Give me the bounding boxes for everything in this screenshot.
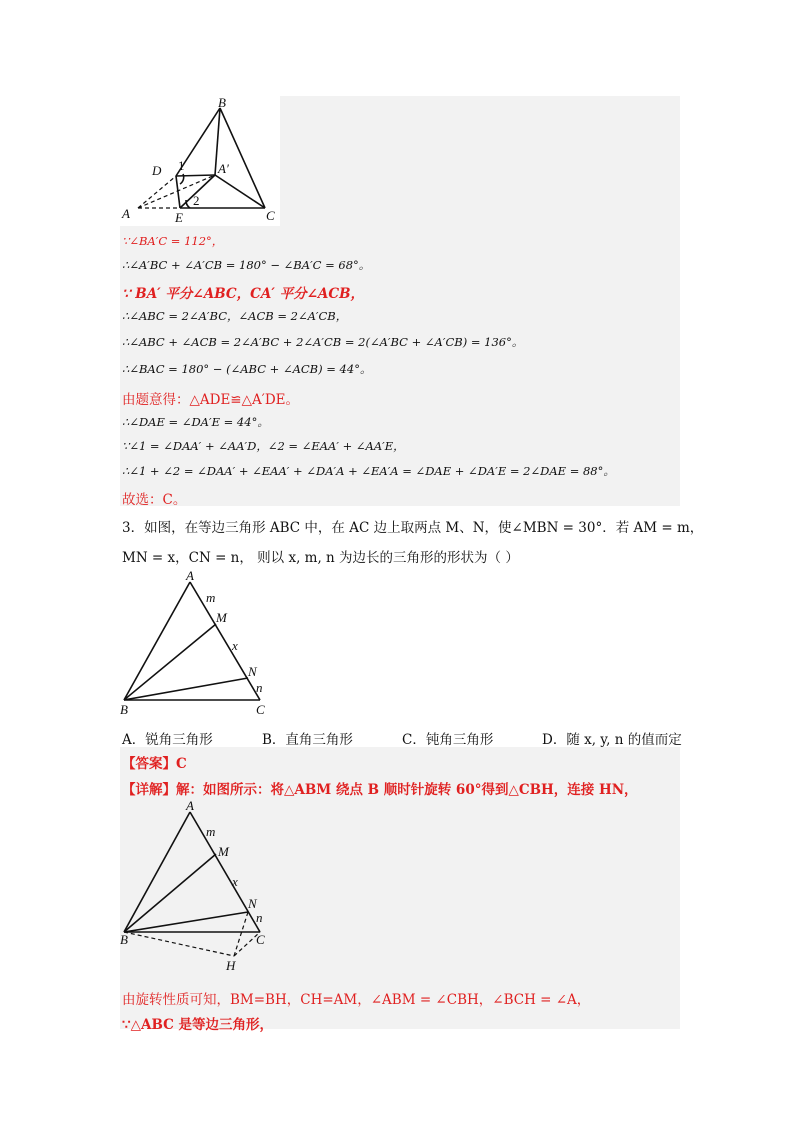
label-1: 1 [178, 158, 185, 173]
solution-conclusion: 故选：C。 [122, 492, 187, 508]
figure-fold-triangle [120, 96, 280, 226]
option-a[interactable]: A．锐角三角形 [122, 732, 213, 748]
r-label-B: B [120, 932, 128, 947]
solution-step-3: ∵ BA′ 平分∠ABC，CA′ 平分∠ACB， [122, 286, 365, 302]
solution-step-1: ∵∠BA′C = 112°， [122, 234, 224, 248]
r-label-n: n [256, 910, 263, 925]
q-label-m: m [206, 590, 216, 605]
r-label-N: N [248, 896, 257, 911]
solution-step-8: ∴∠DAE = ∠DA′E = 44°。 [122, 415, 269, 429]
label-D: D [152, 163, 162, 178]
q-label-M: M [216, 610, 227, 625]
label-2: 2 [193, 193, 200, 208]
answer-label: 【答案】C [122, 756, 187, 772]
label-E: E [175, 210, 183, 225]
r-label-C: C [256, 932, 265, 947]
r-label-M: M [218, 844, 229, 859]
r-label-A: A [186, 798, 194, 813]
solution-step-10: ∴∠1 + ∠2 = ∠DAA′ + ∠EAA′ + ∠DA′A + ∠EA′A = ∠DAE + ∠DA′E = 2∠DAE = 88°。 [122, 464, 615, 478]
q-label-B: B [120, 702, 128, 717]
solution-step-4: ∴∠ABC = 2∠A′BC，∠ACB = 2∠A′CB， [122, 309, 348, 323]
solution-step-9: ∵∠1 = ∠DAA′ + ∠AA′D，∠2 = ∠EAA′ + ∠AA′E， [122, 439, 405, 453]
solution-step-5: ∴∠ABC + ∠ACB = 2∠A′BC + 2∠A′CB = 2(∠A′BC + ∠A′CB) = 136°。 [122, 335, 524, 349]
solution-step-7: 由题意得：△ADE≌△A′DE。 [122, 392, 299, 408]
option-d[interactable]: D．随 x, y, n 的值而定 [542, 732, 682, 748]
answer-detail: 【详解】解：如图所示：将△ABM 绕点 B 顺时针旋转 60°得到△CBH，连接 HN， [122, 782, 638, 798]
r-label-H: H [226, 958, 236, 973]
figure-equilateral-triangle [116, 568, 276, 718]
solution-step-2: ∴∠A′BC + ∠A′CB = 180° − ∠BA′C = 68°。 [122, 258, 371, 272]
option-b[interactable]: B．直角三角形 [262, 732, 353, 748]
question-line-2: MN = x，CN = n， 则以 x, m, n 为边长的三角形的形状为（ ） [122, 550, 519, 566]
q-label-A: A [186, 568, 194, 583]
label-C: C [266, 208, 275, 223]
label-A: A [122, 206, 130, 221]
answer-line-4: ∵△ABC 是等边三角形， [122, 1017, 274, 1033]
figure-rotation-triangle [116, 796, 276, 976]
q-label-C: C [256, 702, 265, 717]
q-label-n: n [256, 680, 263, 695]
label-A-prime: A′ [218, 161, 229, 176]
option-c[interactable]: C．钝角三角形 [402, 732, 494, 748]
question-line-1: 3．如图，在等边三角形 ABC 中，在 AC 边上取两点 M、N，使∠MBN = 30°．若 AM = m， [122, 520, 704, 536]
answer-line-3: 由旋转性质可知，BM=BH，CH=AM，∠ABM = ∠CBH，∠BCH = ∠A， [122, 992, 591, 1008]
q-label-x: x [232, 638, 238, 653]
r-label-x: x [232, 874, 238, 889]
r-label-m: m [206, 824, 216, 839]
q-label-N: N [248, 664, 257, 679]
solution-panel-top [280, 96, 680, 226]
label-B: B [218, 96, 226, 110]
solution-step-6: ∴∠BAC = 180° − (∠ABC + ∠ACB) = 44°。 [122, 362, 372, 376]
